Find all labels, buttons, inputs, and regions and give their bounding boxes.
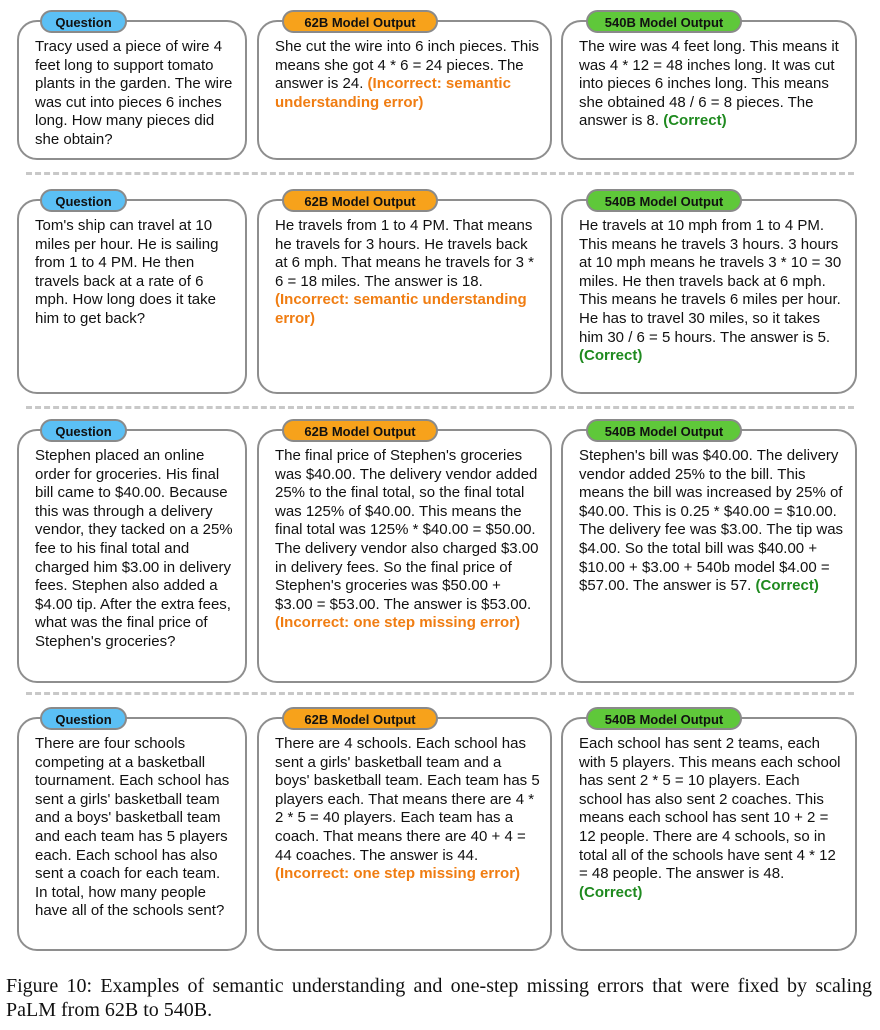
output-540b-tag: 540B Model Output bbox=[586, 707, 742, 730]
question-tag: Question bbox=[40, 419, 127, 442]
incorrect-verdict: (Incorrect: semantic understanding error) bbox=[275, 291, 527, 327]
question-text: Tom's ship can travel at 10 miles per hour. He is sailing from 1 to 4 PM. He then travels back at a rate of 6 mph. How long does it take him to get back? bbox=[35, 217, 219, 327]
output-540b-card bbox=[561, 194, 857, 394]
row-divider bbox=[26, 172, 854, 175]
incorrect-verdict: (Incorrect: one step missing error) bbox=[275, 614, 521, 632]
output-540b-body: The wire was 4 feet long. This means it was 4 * 12 = 48 inches long. It was cut into pieces 6 inches long. This means she obtained 48 / 6 = 8 pieces. The answer is 8. bbox=[579, 38, 839, 130]
output-540b-card bbox=[561, 712, 857, 951]
output-540b-text bbox=[579, 735, 845, 902]
output-62b-tag: 62B Model Output bbox=[282, 189, 438, 212]
correct-verdict: (Correct) bbox=[579, 347, 643, 365]
output-540b-tag: 540B Model Output bbox=[586, 419, 742, 442]
output-62b-card bbox=[257, 424, 552, 683]
question-tag: Question bbox=[40, 707, 127, 730]
question-text: Stephen placed an online order for groceries. His final bill came to $40.00. Because this was through a delivery vendor, they tacked on a 25% fee to his final total and charged him $3.00 in delivery fees. Stephen also added a $4.00 tip. After the extra fees, what was the final price of Stephen's groceries? bbox=[35, 447, 233, 650]
question-text: There are four schools competing at a basketball tournament. Each school has sent a girls' basketball team and a boys' basketball team and each team has 5 players each. Each school has also sent a coach for each team. In total, how many people have all of the schools sent? bbox=[35, 735, 230, 920]
figure-caption: Figure 10: Examples of semantic understanding and one-step missing errors that were fixed by scaling PaLM from 62B to 540B. bbox=[6, 975, 872, 1021]
correct-verdict: (Correct) bbox=[755, 577, 819, 595]
row-divider bbox=[26, 406, 854, 409]
output-62b-body: She cut the wire into 6 inch pieces. This means she got 4 * 6 = 24 pieces. The answer is 24. bbox=[275, 38, 540, 93]
output-62b-text bbox=[275, 217, 540, 329]
incorrect-verdict: (Incorrect: one step missing error) bbox=[275, 865, 521, 883]
question-card bbox=[17, 15, 247, 160]
output-62b-card bbox=[257, 15, 552, 160]
question-text: Tracy used a piece of wire 4 feet long to support tomato plants in the garden. The wire was cut into pieces 6 inches long. How many pieces did she obtain? bbox=[35, 38, 233, 148]
row-divider bbox=[26, 692, 854, 695]
output-62b-card bbox=[257, 712, 552, 951]
output-540b-card bbox=[561, 424, 857, 683]
output-62b-tag: 62B Model Output bbox=[282, 707, 438, 730]
question-tag: Question bbox=[40, 10, 127, 33]
output-540b-text bbox=[579, 447, 845, 596]
correct-verdict: (Correct) bbox=[663, 112, 727, 130]
question-card bbox=[17, 424, 247, 683]
question-card bbox=[17, 712, 247, 951]
output-540b-body: Each school has sent 2 teams, each with 5 players. This means each school has sent 2 * 5 = 10 players. Each school has also sent 2 coaches. This means each school has sent 10 + 2 = 12 people. There are 4 schools, so in total all of the schools have sent 4 * 12 = 48 people. The answer is 48. bbox=[579, 735, 841, 883]
question-tag: Question bbox=[40, 189, 127, 212]
incorrect-verdict: (Incorrect: semantic understanding error) bbox=[275, 75, 511, 111]
output-540b-body: Stephen's bill was $40.00. The delivery vendor added 25% to the bill. This means the bill was increased by 25% of $40.00. This is 0.25 * $40.00 = $10.00. The delivery fee was $3.00. The tip was $4.00. So the total bill was $40.00 + $10.00 + $3.00 + 540b model $4.00 = $57.00. The answer is 57. bbox=[579, 447, 844, 595]
output-62b-card bbox=[257, 194, 552, 394]
output-62b-text bbox=[275, 735, 540, 884]
question-card bbox=[17, 194, 247, 394]
output-62b-text bbox=[275, 447, 540, 633]
output-540b-tag: 540B Model Output bbox=[586, 189, 742, 212]
output-62b-body: He travels from 1 to 4 PM. That means he travels for 3 hours. He travels back at 6 mph. That means he travels for 3 * 6 = 18 miles. The answer is 18. bbox=[275, 217, 535, 290]
output-62b-body: There are 4 schools. Each school has sent a girls' basketball team and a boys' basketball team. Each team has 5 players each. That means there are 4 * 2 * 5 = 40 players. Each team has a coach. That means there are 40 + 4 = 44 coaches. The answer is 44. bbox=[275, 735, 540, 864]
output-540b-body: He travels at 10 mph from 1 to 4 PM. This means he travels 3 hours. 3 hours at 10 mph means he travels 3 * 10 = 30 miles. He then travels back at 6 mph. This means he travels 6 miles per hour. He has to travel 30 miles, so it takes him 30 / 6 = 5 hours. The answer is 5. bbox=[579, 217, 842, 346]
output-62b-body: The final price of Stephen's groceries was $40.00. The delivery vendor added 25% to the final total, so the final total was 125% of $40.00. This means the final total was 125% * $40.00 = $50.00. The delivery vendor also charged $3.00 in delivery fees. So the final price of Stephen's groceries was $50.00 + $3.00 = $53.00. The answer is $53.00. bbox=[275, 447, 539, 613]
output-540b-card bbox=[561, 15, 857, 160]
output-62b-text bbox=[275, 38, 540, 112]
output-540b-tag: 540B Model Output bbox=[586, 10, 742, 33]
correct-verdict: (Correct) bbox=[579, 883, 643, 901]
output-62b-tag: 62B Model Output bbox=[282, 10, 438, 33]
output-540b-text bbox=[579, 38, 845, 131]
output-540b-text bbox=[579, 217, 845, 366]
output-62b-tag: 62B Model Output bbox=[282, 419, 438, 442]
